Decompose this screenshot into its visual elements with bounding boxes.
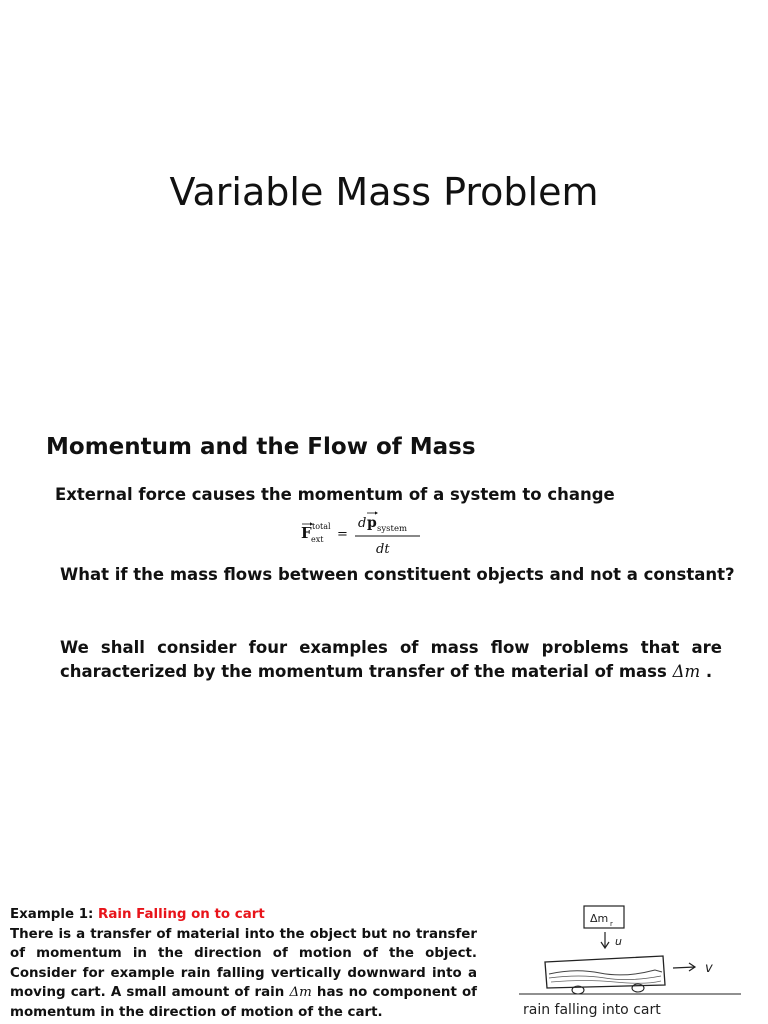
numerator-subscript: system [377, 524, 408, 534]
mass-symbol: Δm [672, 662, 701, 681]
right-arrow-icon [673, 967, 695, 968]
momentum-equation [300, 510, 425, 558]
example-title: Rain Falling on to cart [98, 907, 265, 922]
example-text-before: There is a transfer of material into the object but no transfer of momentum in the direction of motion of the object. Consider for example rain falling vertically downward into a moving cart. A small amount of rain [10, 926, 477, 1000]
down-arrow-label: u [615, 935, 622, 948]
paragraph-end: . [700, 662, 713, 681]
example-label: Example 1: [10, 907, 99, 922]
sketch-caption: rain falling into cart [523, 1002, 661, 1018]
box-subscript: r [610, 920, 613, 928]
example-1-block [10, 905, 477, 1022]
force-subscript: ext [311, 535, 324, 544]
example-text-after: has no component of momentum in the direction of motion of the cart. [10, 985, 478, 1020]
section-heading: Momentum and the Flow of Mass [46, 434, 476, 460]
question-text: What if the mass flows between constituent objects and not a constant? [60, 565, 735, 584]
force-superscript: total [312, 522, 331, 531]
box-label: Δm [590, 912, 609, 925]
paragraph-text: We shall consider four examples of mass flow problems that are characterized by the momentum transfer of the material of mass [60, 638, 722, 681]
right-arrow-label: v [705, 961, 713, 976]
examples-paragraph [60, 636, 722, 684]
example-mass-symbol: Δm [289, 985, 312, 1000]
rain-cart-sketch [505, 896, 755, 1024]
numerator-p: p [367, 515, 377, 531]
page-title: Variable Mass Problem [169, 170, 599, 214]
denominator: dt [376, 542, 390, 557]
numerator-d: d [358, 516, 367, 531]
force-symbol: F [301, 524, 312, 542]
intro-line: External force causes the momentum of a system to change [55, 485, 615, 504]
equals-sign: = [337, 527, 348, 542]
